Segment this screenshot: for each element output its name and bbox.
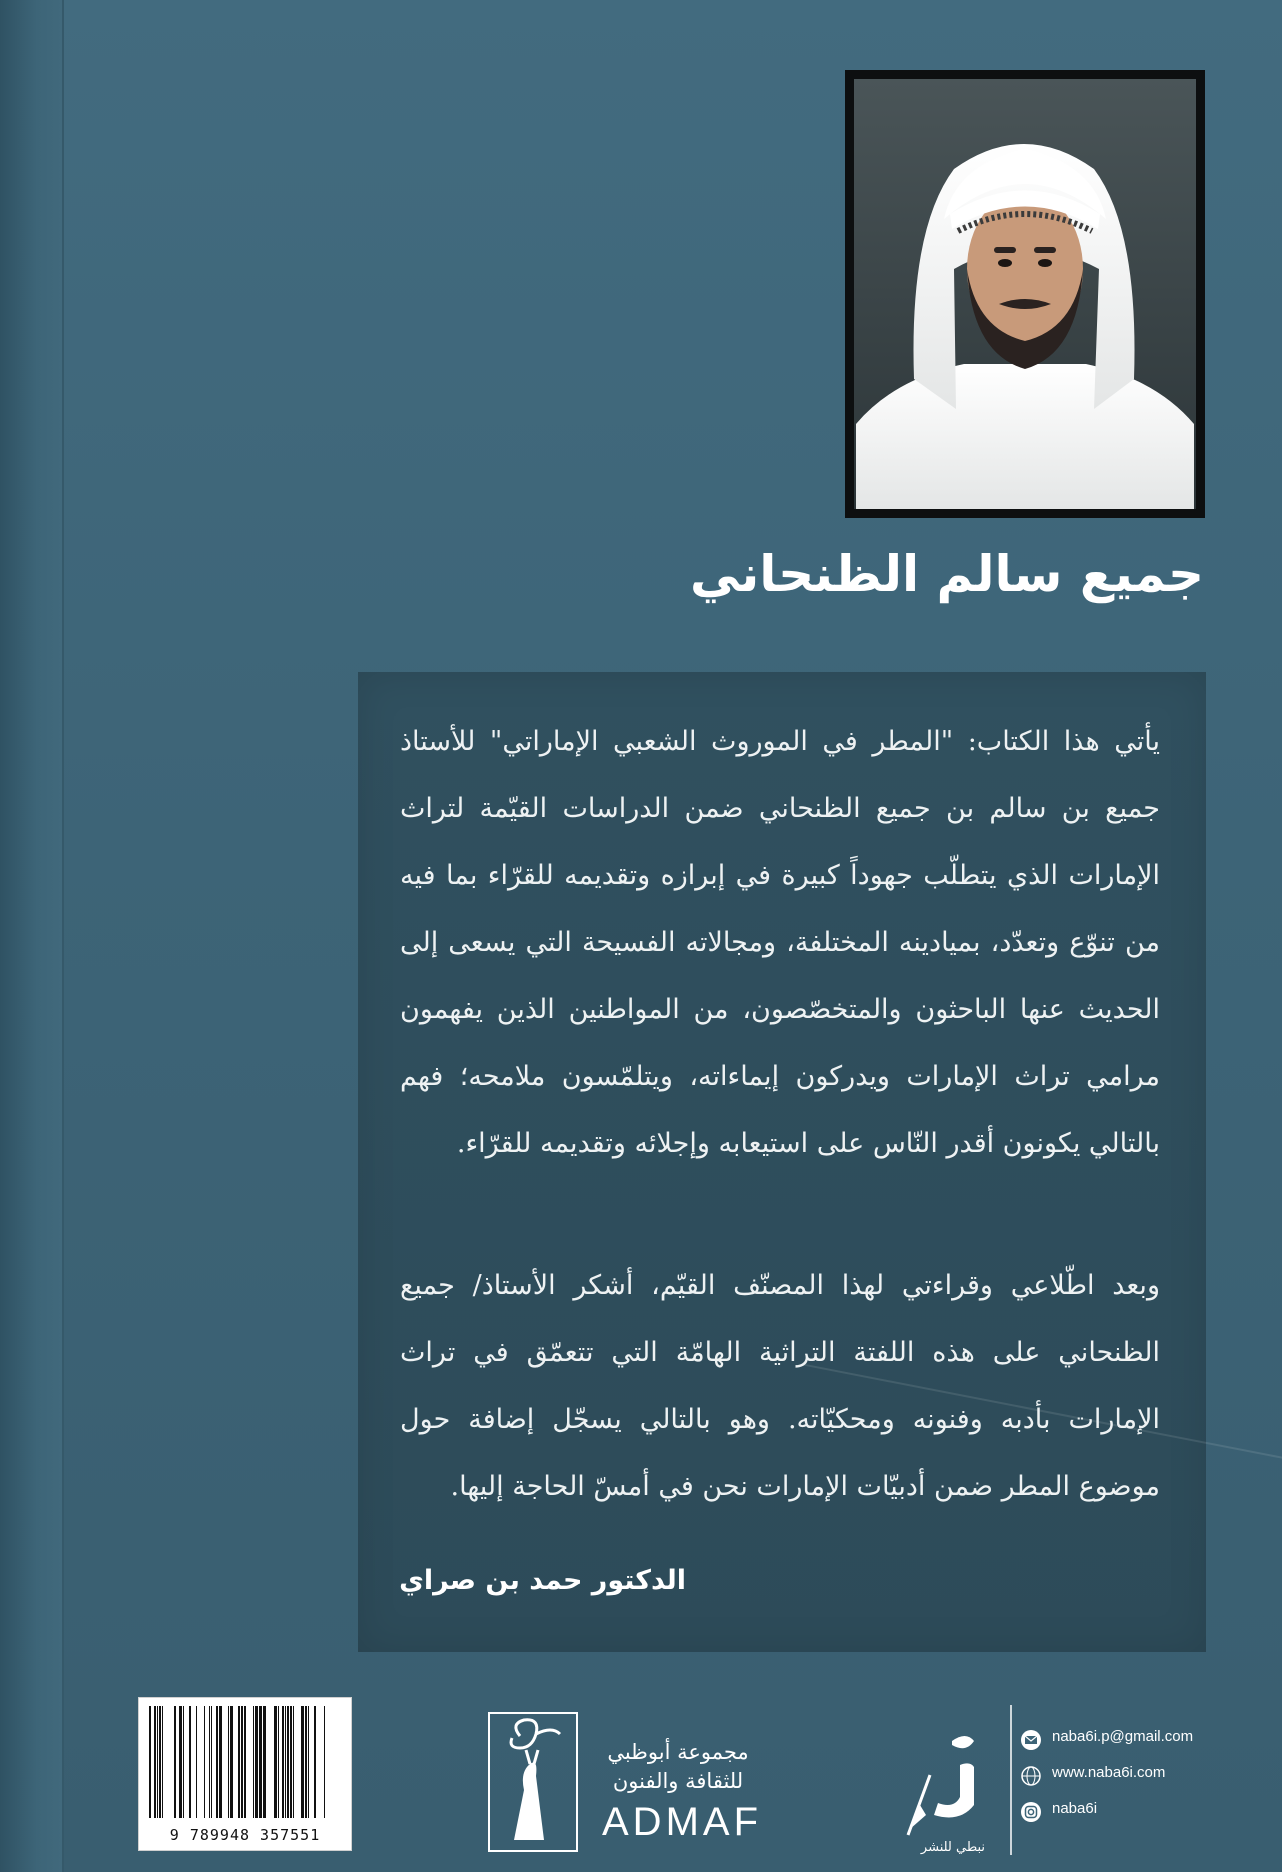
author-photo: [854, 79, 1196, 509]
barcode-bar: [278, 1706, 279, 1818]
contact-website-row: [1020, 1763, 1260, 1793]
publisher-logo-icon: [890, 1705, 1010, 1855]
barcode-bar: [209, 1706, 210, 1818]
barcode-bar: [253, 1706, 254, 1818]
blurb-box: [358, 672, 1206, 1652]
barcode-bar: [255, 1706, 258, 1818]
barcode-bar: [301, 1706, 304, 1818]
barcode-bar: [183, 1706, 184, 1818]
barcode-bar: [196, 1706, 197, 1818]
barcode-bar: [293, 1706, 294, 1818]
barcode-bar: [211, 1706, 212, 1818]
barcode-bar: [162, 1706, 163, 1818]
author-portrait-image: [854, 79, 1196, 509]
barcode-bar: [149, 1706, 151, 1818]
barcode-bar: [154, 1706, 156, 1818]
blurb-signature: الدكتور حمد بن صراي: [399, 1565, 686, 1596]
admaf-logo: [488, 1712, 778, 1852]
instagram-icon: [1020, 1801, 1042, 1823]
barcode-bar: [238, 1706, 240, 1818]
barcode-bar: [189, 1706, 191, 1818]
contact-website: www.naba6i.com: [1052, 1764, 1166, 1781]
author-name: جميع سالم الظنحاني: [689, 545, 1204, 603]
barcode-bar: [241, 1706, 243, 1818]
contact-email: naba6i.p@gmail.com: [1052, 1728, 1194, 1745]
barcode-bar: [219, 1706, 222, 1818]
publisher-tagline: نبطي للنشر: [920, 1840, 986, 1855]
spine-edge: [0, 0, 64, 1872]
barcode-bar: [244, 1706, 246, 1818]
barcode-bar: [287, 1706, 289, 1818]
contact-instagram-row: [1020, 1799, 1260, 1829]
barcode-bars: [139, 1698, 351, 1826]
isbn-barcode: [138, 1697, 352, 1851]
barcode-bar: [285, 1706, 286, 1818]
barcode-bar: [308, 1706, 309, 1818]
contact-instagram: naba6i: [1052, 1800, 1098, 1817]
admaf-arabic-line-1: مجموعة أبوظبي: [607, 1740, 749, 1764]
gazelle-emblem-icon: [488, 1712, 578, 1852]
blurb-paragraph-1: يأتي هذا الكتاب: "المطر في الموروث الشعبي الإماراتي" للأستاذ جميع بن سالم بن جميع الظنحاني ضمن الدراسات القيّمة لتراث الإمارات الذي يتطلّب جهوداً كبيرة في إبرازه وتقديمه للقرّاء بما فيه من تنوّع وتعدّد، بميادينه المختلفة، ومجالاته الفسيحة التي يسعى إلى الحديث عنها الباحثون والمتخصّصون، من المواطنين الذين يفهمون مرامي تراث الإمارات ويدركون إيماءاته، ويتلمّسون ملامحه؛ فهم بالتالي يكونون أقدر النّاس على استيعابه وإجلائه وتقديمه للقرّاء.: [400, 726, 1160, 1159]
barcode-bar: [305, 1706, 307, 1818]
globe-icon: [1020, 1765, 1042, 1787]
isbn-number: 9 789948 357551: [169, 1826, 321, 1844]
admaf-arabic-line-2: للثقافة والفنون: [612, 1769, 744, 1793]
barcode-bar: [230, 1706, 233, 1818]
barcode-bar: [157, 1706, 158, 1818]
contact-divider: [1010, 1705, 1012, 1855]
barcode-bar: [204, 1706, 205, 1818]
barcode-bar: [179, 1706, 182, 1818]
barcode-bar: [290, 1706, 292, 1818]
barcode-bar: [324, 1706, 325, 1818]
barcode-bar: [274, 1706, 277, 1818]
barcode-bar: [174, 1706, 176, 1818]
barcode-bar: [159, 1706, 161, 1818]
barcode-bar: [216, 1706, 218, 1818]
barcode-bar: [228, 1706, 229, 1818]
author-photo-frame: [845, 70, 1205, 518]
blurb-paragraph-2: وبعد اطّلاعي وقراءتي لهذا المصنّف القيّم، أشكر الأستاذ/ جميع الظنحاني على هذه اللفتة التراثية الهامّة التي تتعمّق في تراث الإمارات بأدبه وفنونه ومحكيّاته. وهو بالتالي يسجّل إضافة حول موضوع المطر ضمن أدبيّات الإمارات نحن في أمسّ الحاجة إليها.: [400, 1270, 1160, 1502]
admaf-wordmark: ADMAF: [602, 1800, 762, 1844]
barcode-bar: [314, 1706, 316, 1818]
barcode-bar: [259, 1706, 262, 1818]
barcode-bar: [282, 1706, 284, 1818]
email-icon: [1020, 1729, 1042, 1751]
contact-email-row: [1020, 1727, 1260, 1757]
barcode-bar: [263, 1706, 266, 1818]
